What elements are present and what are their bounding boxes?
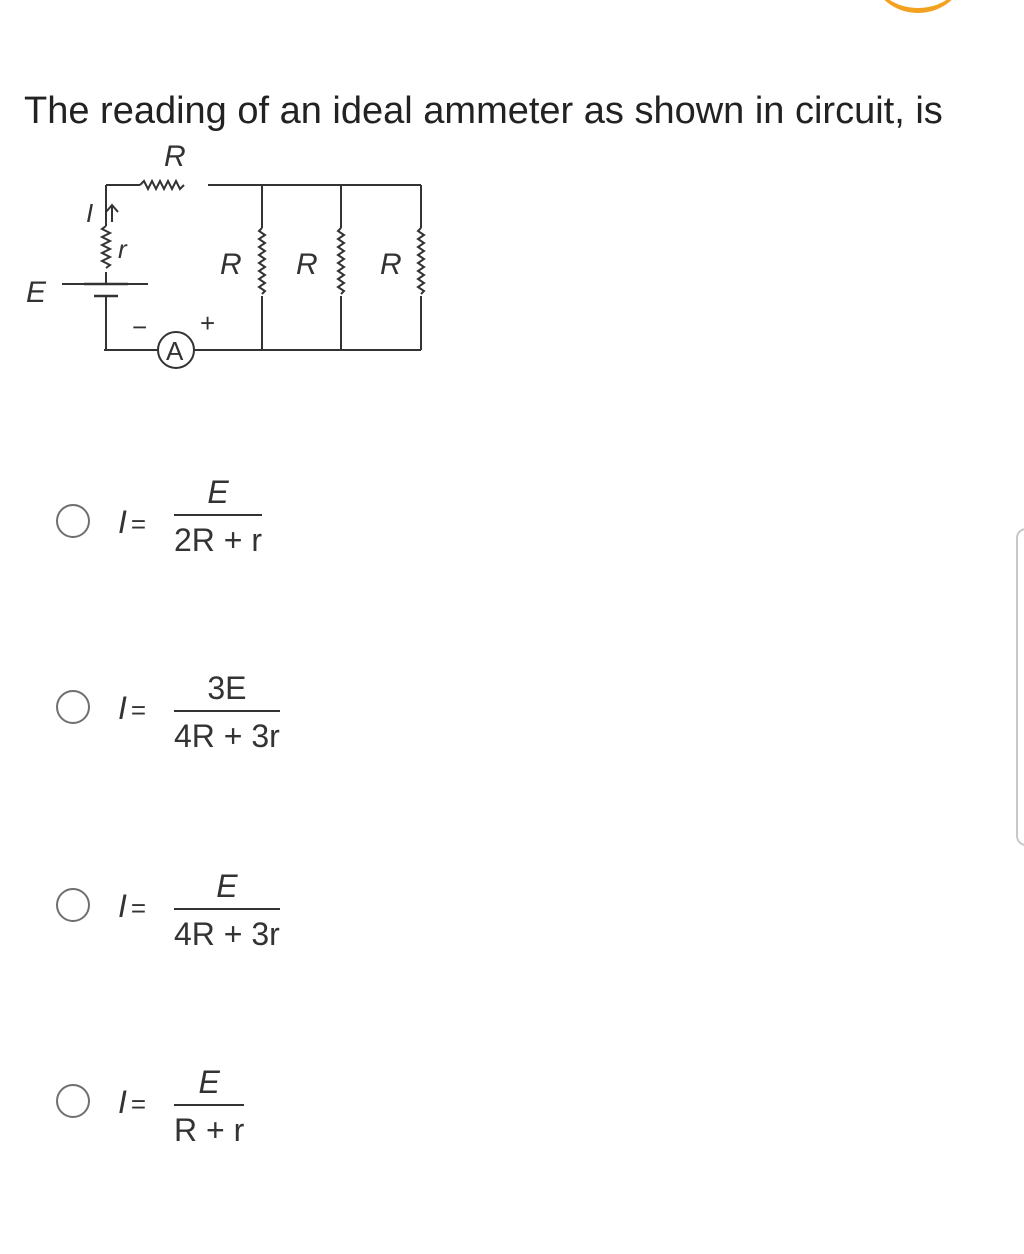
parallel-resistor-label-1: R: [220, 248, 242, 281]
option-2-fraction-bar: [174, 710, 280, 712]
current-arrow: [106, 205, 118, 222]
parallel-resistor-label-2: R: [296, 248, 318, 281]
option-4-numerator: E: [198, 1064, 220, 1100]
option-1-lhs: I: [118, 504, 127, 540]
ammeter-minus-label: −: [132, 312, 148, 342]
option-1-numerator: E: [207, 474, 229, 510]
top-status-badge: [868, 0, 968, 13]
emf-label: E: [26, 276, 47, 309]
internal-resistance-label: r: [118, 234, 127, 264]
radio-button-1[interactable]: [56, 504, 90, 538]
option-4-equals: =: [130, 1089, 147, 1119]
ammeter-plus-label: +: [200, 308, 216, 338]
series-resistor-zigzag: [140, 181, 184, 189]
radio-button-4[interactable]: [56, 1084, 90, 1118]
radio-button-2[interactable]: [56, 690, 90, 724]
option-4-lhs: I: [118, 1084, 127, 1120]
branch-3-resistor: [418, 228, 424, 294]
parallel-resistor-label-3: R: [380, 248, 402, 281]
option-3-fraction-bar: [174, 908, 280, 910]
ammeter-label: A: [166, 336, 184, 366]
option-3-lhs: I: [118, 888, 127, 924]
branch-1-resistor: [259, 228, 265, 294]
option-2-numerator: 3E: [207, 670, 247, 706]
current-label: I: [86, 198, 94, 228]
option-2-denominator: 4R + 3r: [174, 718, 280, 754]
circuit-diagram: [0, 130, 460, 390]
option-3-equals: =: [130, 893, 147, 923]
option-1-equals: =: [130, 509, 147, 539]
option-1-denominator: 2R + r: [174, 522, 263, 558]
internal-resistor-zigzag: [102, 226, 110, 268]
option-2-equals: =: [130, 695, 147, 725]
right-side-panel-edge: [1016, 528, 1024, 846]
option-2-lhs: I: [118, 690, 127, 726]
radio-button-3[interactable]: [56, 888, 90, 922]
option-3-denominator: 4R + 3r: [174, 916, 280, 952]
option-1-fraction-bar: [174, 514, 262, 516]
series-resistor-label: R: [164, 140, 186, 173]
option-4-denominator: R + r: [174, 1112, 245, 1148]
option-4-fraction-bar: [174, 1104, 244, 1106]
branch-2-resistor: [338, 228, 344, 294]
question-text: The reading of an ideal ammeter as shown in circuit, is: [24, 90, 943, 132]
option-3-numerator: E: [216, 868, 238, 904]
